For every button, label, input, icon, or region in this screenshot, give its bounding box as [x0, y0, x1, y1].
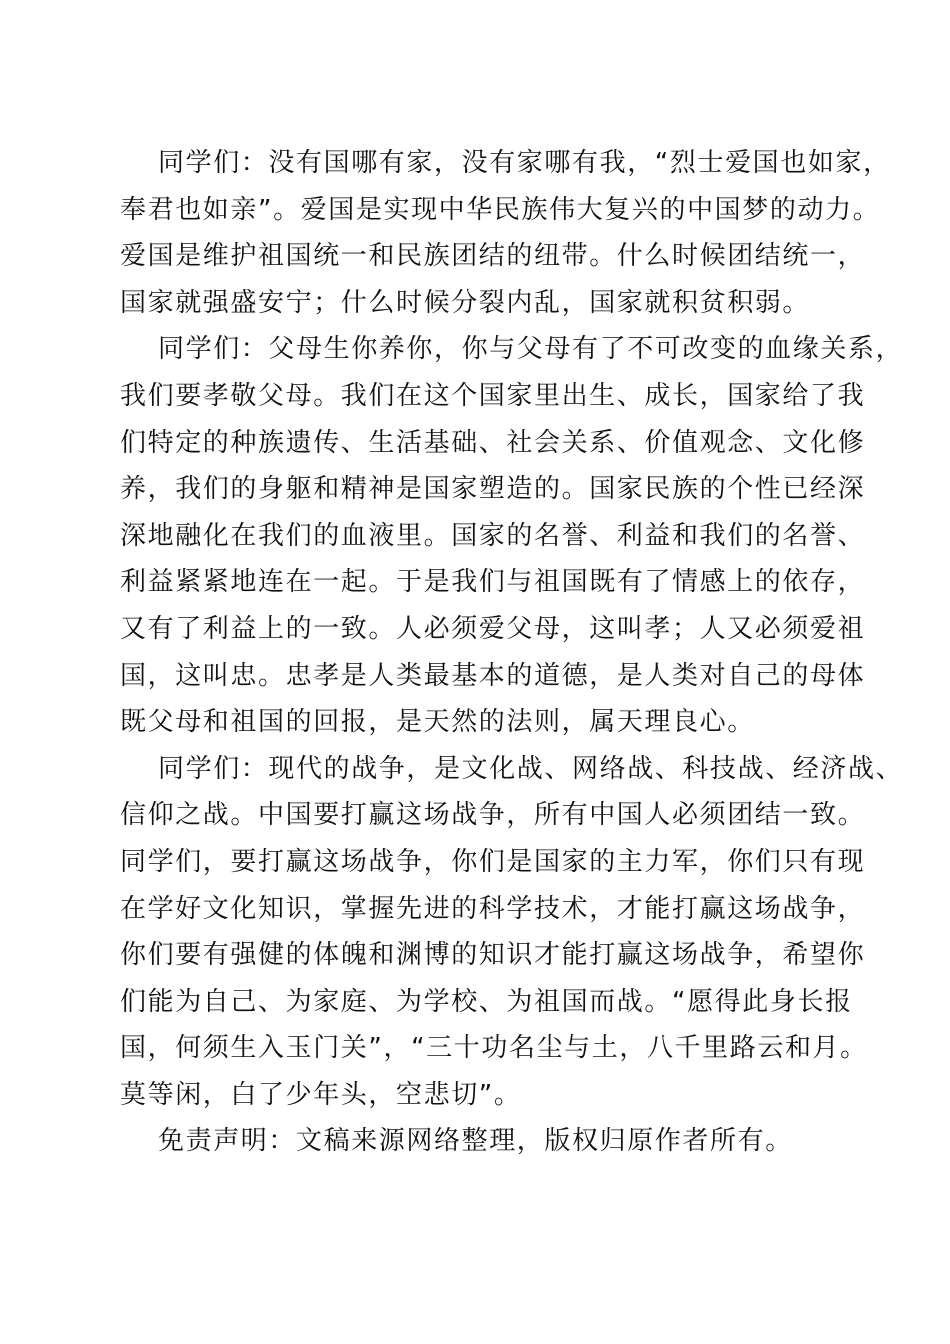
text-line: 们特定的种族遗传、生活基础、社会关系、价值观念、文化修	[120, 427, 866, 458]
text-line: 同学们：没有国哪有家，没有家哪有我，“烈士爱国也如家，	[158, 148, 891, 178]
paragraph-parents-and-country	[120, 326, 904, 745]
text-line: 莫等闲，白了少年头，空悲切”。	[120, 1079, 522, 1110]
text-line: 奉君也如亲”。爱国是实现中华民族伟大复兴的中国梦的动力。	[120, 194, 881, 225]
text-line: 养，我们的身躯和精神是国家塑造的。国家民族的个性已经深	[120, 474, 866, 505]
text-line: 在学好文化知识，掌握先进的科学技术，才能打赢这场战争，	[120, 893, 866, 924]
text-line: 爱国是维护祖国统一和民族团结的纽带。什么时候团结统一，	[120, 241, 866, 272]
text-line: 又有了利益上的一致。人必须爱父母，这叫孝；人又必须爱祖	[120, 613, 866, 644]
text-line: 信仰之战。中国要打赢这场战争，所有中国人必须团结一致。	[120, 800, 866, 831]
text-line: 同学们：父母生你养你，你与父母有了不可改变的血缘关系，	[158, 334, 904, 365]
text-line: 国，何须生入玉门关”，“三十功名尘与土，八千里路云和月。	[120, 1033, 868, 1064]
text-line: 同学们，要打赢这场战争，你们是国家的主力军，你们只有现	[120, 846, 866, 877]
document-body	[120, 140, 904, 1165]
paragraph-modern-war	[120, 746, 904, 1119]
text-line: 国家就强盛安宁；什么时候分裂内乱，国家就积贫积弱。	[120, 287, 811, 318]
text-line: 国，这叫忠。忠孝是人类最基本的道德，是人类对自己的母体	[120, 660, 866, 691]
text-line: 我们要孝敬父母。我们在这个国家里出生、成长，国家给了我	[120, 380, 866, 411]
text-line: 你们要有强健的体魄和渊博的知识才能打赢这场战争，希望你	[120, 940, 866, 971]
text-line: 利益紧紧地连在一起。于是我们与祖国既有了情感上的依存，	[120, 567, 866, 598]
paragraph-patriotism	[120, 140, 891, 326]
disclaimer-text: 免责声明：文稿来源网络整理，版权归原作者所有。	[158, 1126, 793, 1157]
disclaimer	[120, 1118, 880, 1165]
text-line: 们能为自己、为家庭、为学校、为祖国而战。“愿得此身长报	[120, 986, 853, 1017]
text-line: 既父母和祖国的回报，是天然的法则，属天理良心。	[120, 707, 755, 738]
text-line: 同学们：现代的战争，是文化战、网络战、科技战、经济战、	[158, 753, 904, 784]
text-line: 深地融化在我们的血液里。国家的名誉、利益和我们的名誉、	[120, 520, 866, 551]
